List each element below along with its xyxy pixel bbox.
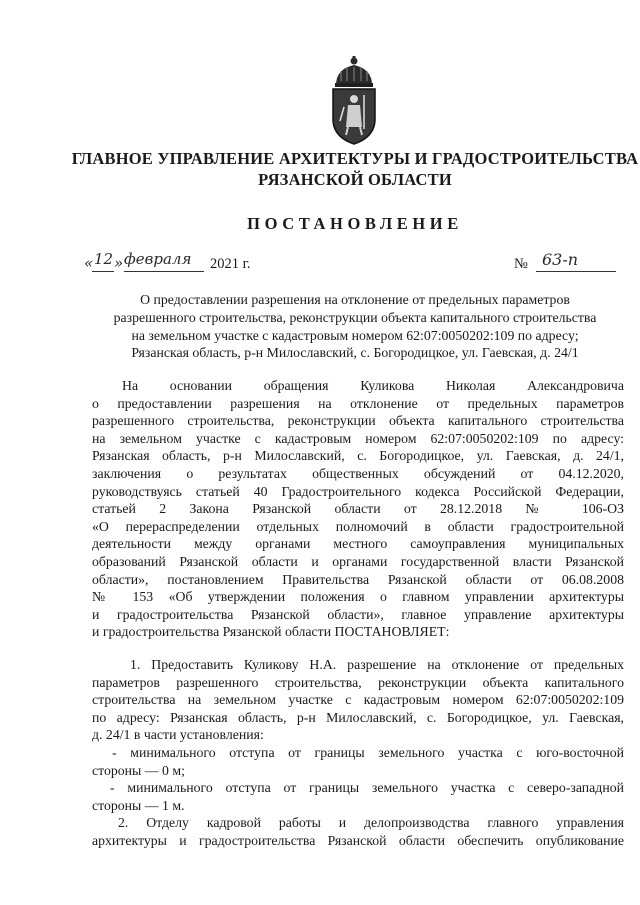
body-paragraph-1 xyxy=(92,377,624,641)
date-month: февраля xyxy=(124,250,192,268)
organization-name-line2: РЯЗАНСКОЙ ОБЛАСТИ xyxy=(258,170,452,189)
date-day: 12 xyxy=(94,250,114,268)
body-line: статьей 2 Закона Рязанской области от 28.12.2018 № 106-ОЗ xyxy=(92,501,624,517)
day-underline xyxy=(92,271,114,272)
body-line: архитектуры и градостроительства Рязанской области обеспечить опубликование xyxy=(92,832,624,848)
subject-line: Рязанская область, р-н Милославский, с. Богородицкое, ул. Гаевская, д. 24/1 xyxy=(131,345,579,361)
body-line: № 153 «Об утверждении положения о главном управлении архитектуры xyxy=(92,589,624,605)
body-line: «О перераспределении отдельных полномочий в области градостроительной xyxy=(92,518,624,534)
body-line: и градостроительства Рязанской области», главное управление архитектуры xyxy=(92,606,624,622)
body-line: 1. Предоставить Куликову Н.А. разрешение на отклонение от предельных xyxy=(130,657,624,672)
date-quote-open: « xyxy=(84,254,94,272)
body-line: - минимального отступа от границы земельного участка с северо-западной xyxy=(110,780,624,796)
body-line: разрешенного строительства, реконструкции объекта капитального строительства xyxy=(92,413,624,429)
subject-line: разрешенного строительства, реконструкции объекта капитального строительства xyxy=(113,309,597,325)
number-label: № xyxy=(514,256,528,272)
month-underline xyxy=(124,271,204,272)
body-line: о предоставлении разрешения на отклонение от предельных параметров xyxy=(92,395,624,411)
body-line: Рязанская область, р-н Милославский, с. Богородицкое, ул. Гаевская, д. 24/1, xyxy=(92,448,624,464)
document-type-title: ПОСТАНОВЛЕНИЕ xyxy=(247,214,463,233)
body-line: заключения о результатах общественных обсуждений от 04.12.2020, xyxy=(92,465,624,481)
body-line: стороны — 1 м. xyxy=(92,797,185,813)
body-line: образований Рязанской области и органами государственной власти Рязанской xyxy=(92,553,624,569)
coat-of-arms-icon xyxy=(326,55,382,147)
body-line: д. 24/1 в части установления: xyxy=(92,727,264,743)
body-line: на земельном участке с кадастровым номером 62:07:0050202:109 по адресу: xyxy=(92,430,624,446)
date-quote-close: » xyxy=(114,254,124,272)
subject-line: О предоставлении разрешения на отклонение от предельных параметров xyxy=(140,292,570,307)
body-line: - минимального отступа от границы земельного участка с юго-восточной xyxy=(112,744,624,760)
body-line: 2. Отделу кадровой работы и делопроизводства главного управления xyxy=(118,815,624,831)
number-underline xyxy=(536,271,616,272)
body-line: На основании обращения Куликова Николая Александровича xyxy=(122,378,624,393)
date-year: 2021 г. xyxy=(210,256,251,272)
body-line: и градостроительства Рязанской области ПОСТАНОВЛЯЕТ: xyxy=(92,624,450,640)
body-line: по адресу: Рязанская область, р-н Милославский, с. Богородицкое, ул. Гаевская, xyxy=(92,709,624,725)
organization-name-line1: ГЛАВНОЕ УПРАВЛЕНИЕ АРХИТЕКТУРЫ И ГРАДОСТРОИТЕЛЬСТВА xyxy=(71,149,639,168)
body-line: руководствуясь статьей 40 Градостроительного кодекса Российской Федерации, xyxy=(92,483,624,499)
body-line: области», постановлением Правительства Рязанской области от 06.08.2008 xyxy=(92,571,624,587)
body-line: стороны — 0 м; xyxy=(92,762,185,778)
subject-line: на земельном участке с кадастровым номером 62:07:0050202:109 по адресу; xyxy=(131,327,579,343)
document-number: 63-п xyxy=(542,250,579,269)
document-subject xyxy=(60,291,640,362)
body-paragraph-2 xyxy=(92,656,624,850)
body-line: строительства на земельном участке с кадастровым номером 62:07:0050202:109 xyxy=(92,692,624,708)
body-line: деятельности между органами местного самоуправления муниципальных xyxy=(92,536,624,552)
body-line: параметров разрешенного строительства, реконструкции объекта капитального xyxy=(92,674,624,690)
date-number-line xyxy=(84,250,624,276)
